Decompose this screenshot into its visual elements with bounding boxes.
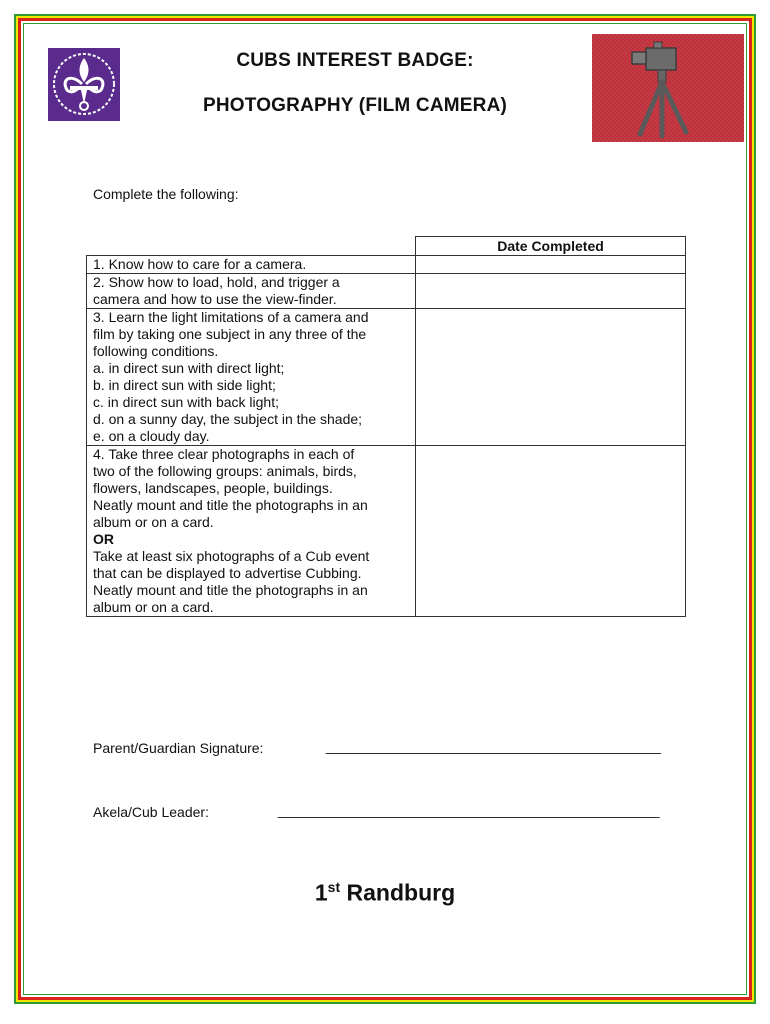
parent-signature-line[interactable]: ___________________________________________ (326, 738, 661, 754)
date-cell[interactable] (416, 256, 686, 274)
requirement-line: 3. Learn the light limitations of a camera and (93, 309, 369, 325)
requirement-line: e. on a cloudy day. (93, 428, 210, 444)
requirement-cell (87, 274, 416, 309)
requirement-line: camera and how to use the view-finder. (93, 291, 337, 307)
requirements-table (86, 236, 686, 617)
leader-signature-label: Akela/Cub Leader: (93, 804, 209, 820)
page-title: CUBS INTEREST BADGE: (236, 50, 474, 71)
date-cell[interactable] (416, 446, 686, 617)
requirement-line: 1. Know how to care for a camera. (93, 256, 307, 272)
intro-text: Complete the following: (93, 186, 239, 202)
scout-logo (48, 48, 120, 121)
date-cell[interactable] (416, 309, 686, 446)
date-completed-header: Date Completed (416, 237, 686, 256)
leader-signature-line[interactable]: _________________________________________________ (278, 802, 660, 818)
requirement-line: album or on a card. (93, 514, 214, 530)
requirement-line: Neatly mount and title the photographs in an (93, 497, 368, 513)
table-row (87, 256, 686, 274)
page-subtitle: PHOTOGRAPHY (FILM CAMERA) (202, 95, 508, 116)
requirement-cell (87, 256, 416, 274)
group-number: 1 (314, 879, 328, 906)
header-blank-cell (87, 237, 416, 256)
table-row (87, 309, 686, 446)
table-row (87, 274, 686, 309)
group-ordinal-suffix: st (327, 879, 341, 895)
requirement-line: film by taking one subject in any three of the (93, 326, 367, 342)
requirement-line: 2. Show how to load, hold, and trigger a (93, 274, 340, 290)
requirement-line: album or on a card. (93, 599, 214, 615)
group-name (0, 879, 770, 907)
photography-badge-image (592, 34, 744, 142)
table-row (87, 446, 686, 617)
requirement-line: c. in direct sun with back light; (93, 394, 279, 410)
or-label: OR (93, 531, 114, 547)
requirement-line: Neatly mount and title the photographs in an (93, 582, 368, 598)
requirement-cell (87, 309, 416, 446)
fleur-de-lis-icon (48, 48, 120, 121)
requirement-line: 4. Take three clear photographs in each of (93, 446, 355, 462)
requirement-line: that can be displayed to advertise Cubbing. (93, 565, 362, 581)
requirement-line: b. in direct sun with side light; (93, 377, 276, 393)
group-town: Randburg (346, 879, 456, 906)
requirement-line: following conditions. (93, 343, 219, 359)
requirement-line: Take at least six photographs of a Cub event (93, 548, 370, 564)
requirement-line: flowers, landscapes, people, buildings. (93, 480, 333, 496)
requirement-line: two of the following groups: animals, birds, (93, 463, 357, 479)
requirement-line: d. on a sunny day, the subject in the shade; (93, 411, 363, 427)
camera-tripod-icon (592, 34, 744, 142)
date-cell[interactable] (416, 274, 686, 309)
requirement-cell (87, 446, 416, 617)
table-header-row (87, 237, 686, 256)
parent-signature-label: Parent/Guardian Signature: (93, 740, 264, 756)
requirement-line: a. in direct sun with direct light; (93, 360, 285, 376)
